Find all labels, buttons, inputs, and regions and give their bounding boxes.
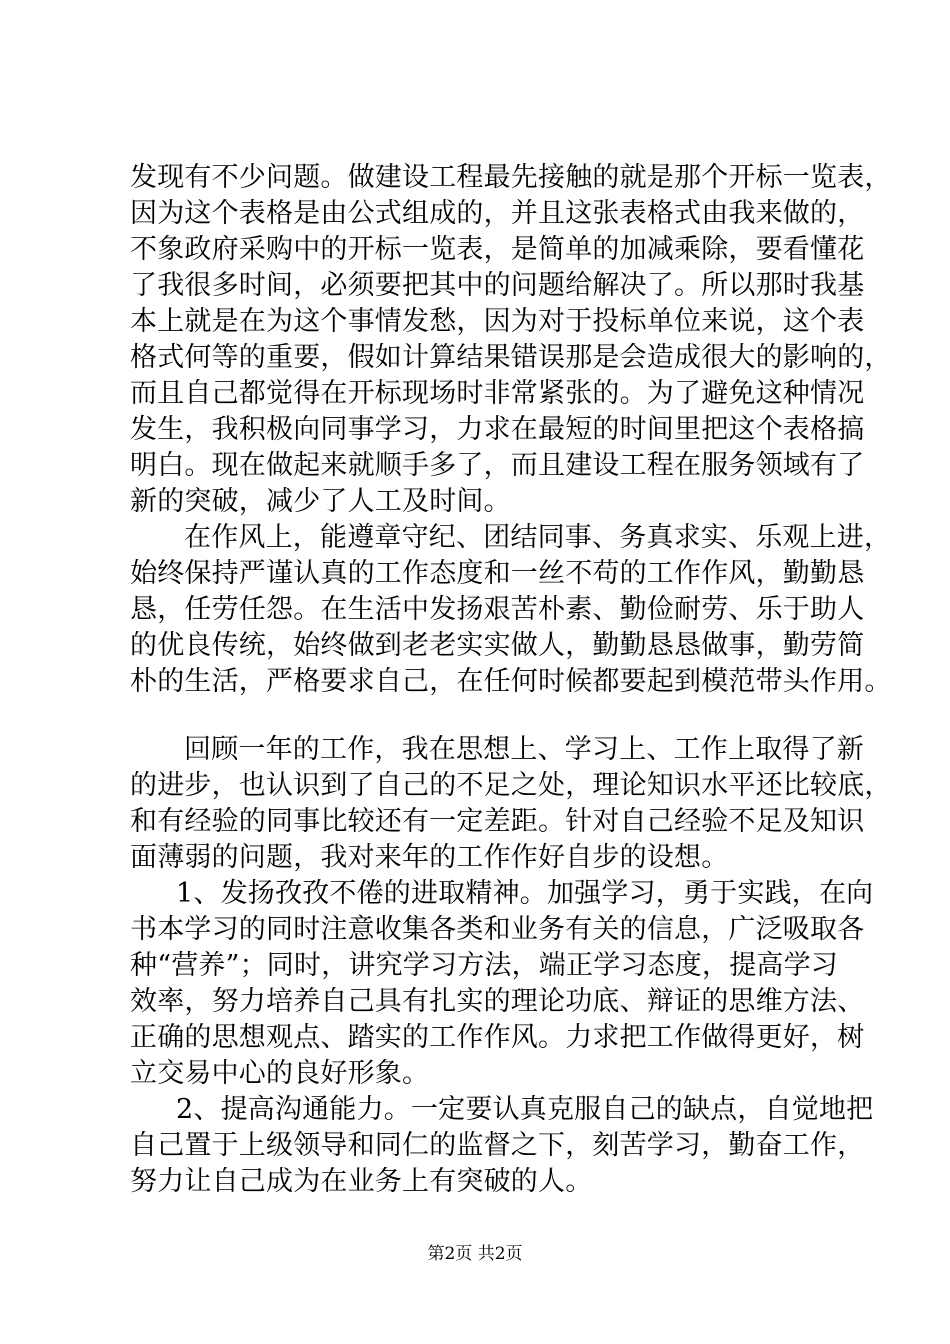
text-line: 种“营养”；同时，讲究学习方法，端正学习态度，提高学习	[130, 950, 839, 981]
text-line: 立交易中心的良好形象。	[130, 1058, 430, 1089]
text-line: 恳，任劳任怨。在生活中发扬艰苦朴素、勤俭耐劳、乐于助人	[130, 594, 865, 625]
paragraph-2	[130, 520, 892, 700]
text-line: 因为这个表格是由公式组成的，并且这张表格式由我来做的，	[130, 198, 865, 229]
text-line: 的优良传统，始终做到老老实实做人，勤勤恳恳做事，勤劳简	[130, 630, 865, 661]
paragraph-spacer	[130, 700, 850, 732]
text-line: 而且自己都觉得在开标现场时非常紧张的。为了避免这种情况	[130, 378, 865, 409]
text-line: 面薄弱的问题，我对来年的工作作好自步的设想。	[130, 842, 729, 873]
paragraph-5	[130, 1092, 874, 1200]
page-number-label: 第2页 共2页	[427, 1244, 523, 1264]
paragraph-3	[130, 732, 892, 876]
text-line: 努力让自己成为在业务上有突破的人。	[130, 1166, 593, 1197]
text-line: 始终保持严谨认真的工作态度和一丝不苟的工作作风，勤勤恳	[130, 558, 865, 589]
text-line: 正确的思想观点、踏实的工作作风。力求把工作做得更好，树	[130, 1022, 865, 1053]
text-line: 了我很多时间，必须要把其中的问题给解决了。所以那时我基	[130, 270, 865, 301]
text-line: 1、发扬孜孜不倦的进取精神。加强学习，勇于实践，在向	[176, 878, 874, 909]
paragraph-1	[130, 160, 892, 520]
text-line: 新的突破，减少了人工及时间。	[130, 486, 511, 517]
text-line: 不象政府采购中的开标一览表，是简单的加减乘除，要看懂花	[130, 234, 865, 265]
text-line: 发现有不少问题。做建设工程最先接触的就是那个开标一览表，	[130, 162, 892, 193]
text-line: 明白。现在做起来就顺手多了，而且建设工程在服务领域有了	[130, 450, 865, 481]
text-line: 朴的生活，严格要求自己，在任何时候都要起到模范带头作用。	[130, 666, 892, 697]
text-line: 格式何等的重要，假如计算结果错误那是会造成很大的影响的，	[130, 342, 892, 373]
paragraph-4	[130, 876, 874, 1092]
document-body	[130, 160, 892, 1200]
text-line: 和有经验的同事比较还有一定差距。针对自己经验不足及知识	[130, 806, 865, 837]
text-line: 在作风上，能遵章守纪、团结同事、务真求实、乐观上进，	[184, 522, 892, 553]
text-line: 2、提高沟通能力。一定要认真克服自己的缺点，自觉地把	[176, 1094, 874, 1125]
text-line: 发生，我积极向同事学习，力求在最短的时间里把这个表格搞	[130, 414, 865, 445]
page-footer	[0, 1242, 950, 1266]
text-line: 回顾一年的工作，我在思想上、学习上、工作上取得了新	[184, 734, 864, 765]
text-line: 效率，努力培养自己具有扎实的理论功底、辩证的思维方法、	[130, 986, 865, 1017]
text-line: 书本学习的同时注意收集各类和业务有关的信息，广泛吸取各	[130, 914, 865, 945]
text-line: 的进步，也认识到了自己的不足之处，理论知识水平还比较底，	[130, 770, 892, 801]
text-line: 本上就是在为这个事情发愁，因为对于投标单位来说，这个表	[130, 306, 865, 337]
text-line: 自己置于上级领导和同仁的监督之下，刻苦学习，勤奋工作，	[130, 1130, 865, 1161]
